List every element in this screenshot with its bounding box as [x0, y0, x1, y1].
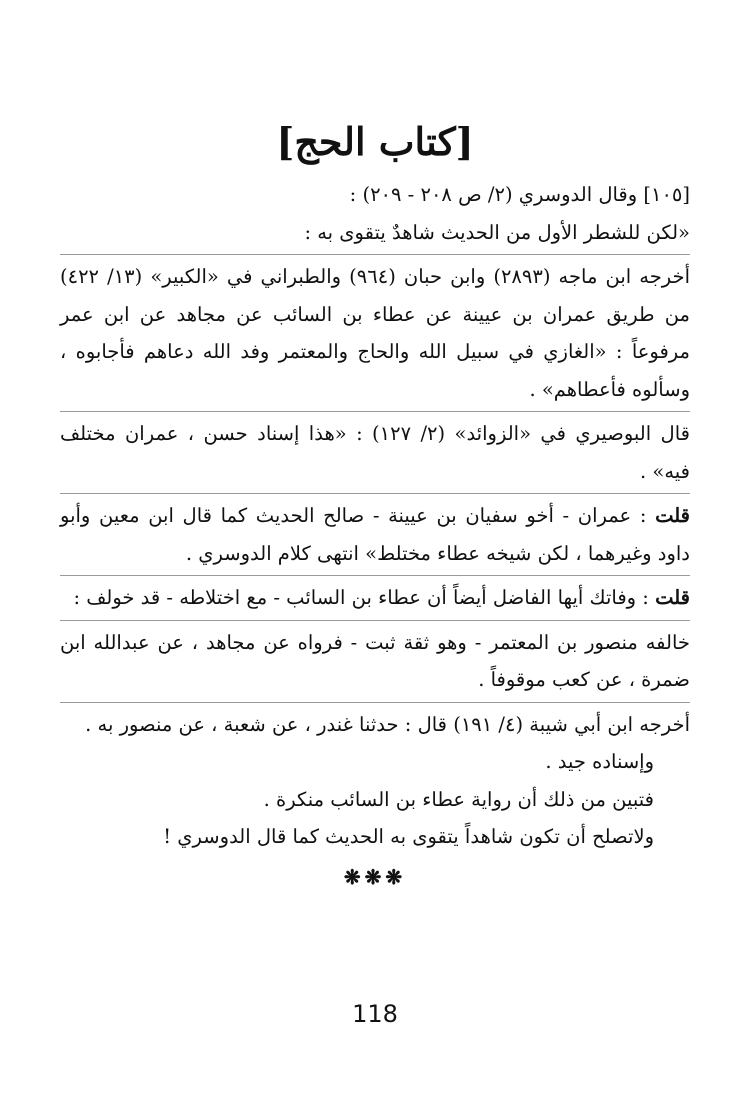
paragraph-text: : وفاتك أيها الفاضل أيضاً أن عطاء بن السائب - مع اختلاطه - قد خولف : — [73, 586, 649, 609]
paragraph-divider — [60, 575, 690, 576]
paragraph — [60, 743, 690, 781]
paragraph-divider — [60, 620, 690, 621]
paragraph-keyword: قلت — [655, 586, 690, 609]
paragraph — [60, 176, 690, 214]
paragraph — [60, 258, 690, 408]
paragraph — [60, 624, 690, 699]
paragraph-text: قال البوصيري في «الزوائد» (٢/ ١٢٧) : «هذا إسناد حسن ، عمران مختلف فيه» . — [60, 422, 690, 483]
paragraph-divider — [60, 493, 690, 494]
text-content — [60, 176, 690, 856]
paragraph-text: أخرجه ابن أبي شيبة (٤/ ١٩١) قال : حدثنا غندر ، عن شعبة ، عن منصور به . — [85, 712, 690, 736]
paragraph-text: ولاتصلح أن تكون شاهداً يتقوى به الحديث كما قال الدوسري ! — [163, 825, 654, 848]
paragraph-text: «لكن للشطر الأول من الحديث شاهدٌ يتقوى به : — [304, 220, 690, 244]
paragraph — [60, 497, 690, 572]
page-title: [كتاب الحج] — [276, 119, 474, 164]
paragraph — [60, 781, 690, 819]
paragraph — [60, 214, 690, 252]
paragraph-text: أخرجه ابن ماجه (٢٨٩٣) وابن حبان (٩٦٤) والطبراني في «الكبير» (١٣/ ٤٢٢) من طريق عمران بن عيينة عن عطاء بن السائب عن مجاهد عن ابن عمر مرفوعاً : «الغازي في سبيل الله والحاج والمعتمر وفد الله دعاهم فأجابوه ، وسألوه فأعطاهم» . — [60, 265, 690, 401]
paragraph-text: خالفه منصور بن المعتمر - وهو ثقة ثبت - فرواه عن مجاهد ، عن عبدالله ابن ضمرة ، عن كعب موقوفاً . — [60, 630, 690, 691]
paragraph-text: وإسناده جيد . — [545, 750, 654, 773]
paragraph — [60, 415, 690, 490]
paragraph-text: فتبين من ذلك أن رواية عطاء بن السائب منكرة . — [263, 787, 654, 811]
paragraph-text: [١٠٥] وقال الدوسري (٢/ ص ٢٠٨ - ٢٠٩) : — [349, 183, 690, 206]
paragraph-divider — [60, 702, 690, 703]
page-body — [60, 112, 690, 892]
section-separator: ❋❋❋ — [343, 864, 407, 889]
paragraph — [60, 579, 690, 617]
paragraph-text: : عمران - أخو سفيان بن عيينة - صالح الحديث كما قال ابن معين وأبو داود وغيرهما ، لكن شيخه عطاء مختلط» انتهى كلام الدوسري . — [60, 504, 690, 565]
paragraph-divider — [60, 254, 690, 255]
page-number: 118 — [352, 1000, 398, 1028]
paragraph-divider — [60, 411, 690, 412]
paragraph-keyword: قلت — [655, 504, 690, 527]
paragraph — [60, 818, 690, 856]
paragraph — [60, 706, 690, 744]
